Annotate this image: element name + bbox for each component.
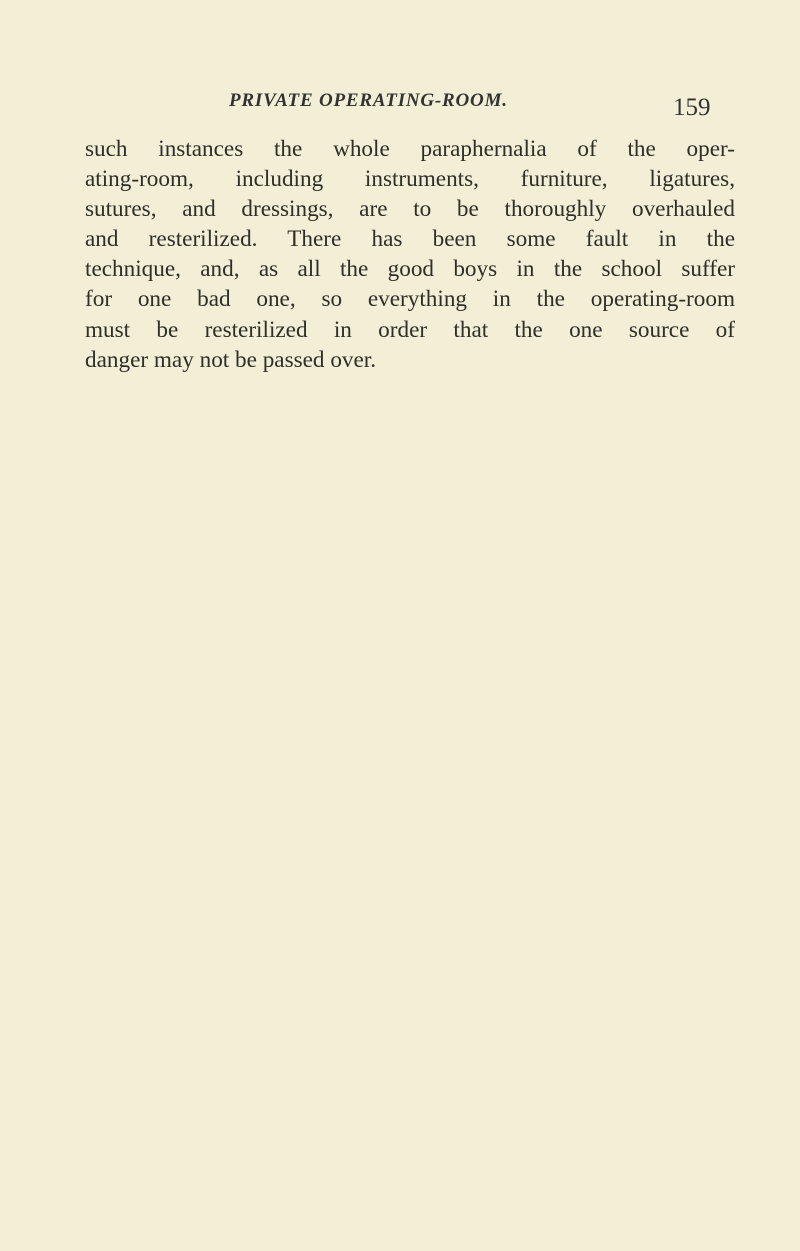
text-line: sutures, and dressings, are to be thoroughly overhauled [85, 196, 735, 223]
body-paragraph [85, 134, 735, 375]
text-line: technique, and, as all the good boys in the school suffer [85, 256, 735, 283]
text-line: for one bad one, so everything in the operating-room [85, 286, 735, 313]
text-line: such instances the whole paraphernalia of the oper- [85, 136, 735, 162]
running-head-title: PRIVATE OPERATING-ROOM. [229, 90, 508, 111]
text-line: must be resterilized in order that the one source of [85, 316, 735, 343]
text-line: and resterilized. There has been some fault in the [85, 226, 735, 253]
page-number: 159 [673, 94, 711, 121]
text-line: ating-room, including instruments, furniture, ligatures, [85, 166, 735, 193]
text-line: danger may not be passed over. [85, 346, 377, 373]
